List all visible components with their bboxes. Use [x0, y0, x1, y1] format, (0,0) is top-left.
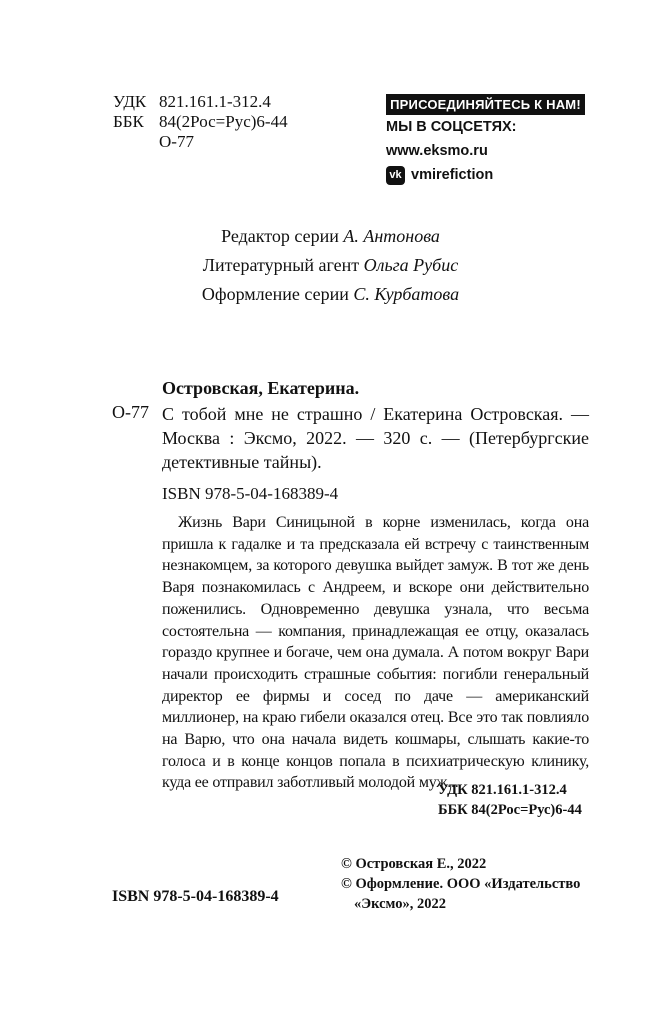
- copyright-author: © Островская Е., 2022: [341, 856, 487, 872]
- credit-role: Литературный агент: [202, 255, 360, 275]
- bottom-udk: УДК 821.161.1-312.4: [438, 782, 567, 798]
- vk-link[interactable]: [386, 163, 585, 187]
- catalog-isbn: ISBN 978-5-04-168389-4: [162, 484, 339, 503]
- udk-label: УДК: [113, 92, 147, 111]
- udk-value: 821.161.1-312.4: [159, 92, 271, 111]
- udk-row: [113, 92, 288, 112]
- catalog-entry: С тобой мне не страшно / Екатерина Островская. — Москва : Эксмо, 2022. — 320 с. — (Петербургские детективные тайны).: [162, 404, 589, 472]
- social-block: [386, 94, 585, 187]
- social-caption: МЫ В СОЦСЕТЯХ:: [386, 119, 517, 135]
- credit-role: Оформление серии: [201, 284, 349, 304]
- bbk-row: [113, 112, 288, 132]
- join-us-banner: ПРИСОЕДИНЯЙТЕСЬ К НАМ!: [386, 94, 585, 115]
- bbk-value: 84(2Рос=Рус)6-44: [159, 112, 288, 131]
- bottom-isbn: ISBN 978-5-04-168389-4: [112, 888, 279, 905]
- copyright-publisher: «Эксмо», 2022: [354, 896, 446, 912]
- copyright: [341, 854, 580, 914]
- bottom-codes: [438, 780, 582, 820]
- credit-name: А. Антонова: [343, 226, 440, 246]
- catalog-author: Островская, Екатерина.: [162, 378, 360, 398]
- catalog-code: О-77: [112, 402, 149, 422]
- website-link[interactable]: www.eksmo.ru: [386, 143, 488, 159]
- credit-role: Редактор серии: [221, 226, 339, 246]
- credits: [0, 222, 661, 309]
- bottom-bbk: ББК 84(2Рос=Рус)6-44: [438, 802, 582, 818]
- vk-handle: vmirefiction: [411, 167, 494, 183]
- credit-name: С. Курбатова: [353, 284, 460, 304]
- credit-agent: [0, 251, 661, 280]
- annotation-text: Жизнь Вари Синицыной в корне изменилась, когда она пришла к гадалке и та предсказала ей встречу с таинственным незнакомцем, за которого девушка выйдет замуж. В тот же день Варя познакомилась с Андреем, и вскоре они действительно поженились. Одновременно девушка узнала, что весьма состоятельна — компания, принадлежащая ее отцу, оказалась гораздо крупнее и богаче, чем она думала. А потом вокруг Вари начали происходить страшные события: погибли генеральный директор ее фирмы и сосед по даче — американский миллионер, на краю гибели оказался отец. Все это так повлияло на Варю, что она начала видеть кошмары, слышать какие-то голоса и в конце концов попала в психиатрическую клинику, куда ее отправил заботливый молодой муж...: [162, 514, 589, 792]
- bbk-label: ББК: [113, 112, 144, 131]
- author-code-row: [113, 132, 288, 152]
- vk-icon: vk: [386, 166, 405, 185]
- author-code: О-77: [159, 132, 194, 151]
- credit-design: [0, 280, 661, 309]
- annotation: [162, 512, 589, 794]
- classification-codes: [113, 92, 288, 152]
- credit-name: Ольга Рубис: [363, 255, 459, 275]
- copyright-design: © Оформление. ООО «Издательство: [341, 876, 581, 892]
- credit-editor: [0, 222, 661, 251]
